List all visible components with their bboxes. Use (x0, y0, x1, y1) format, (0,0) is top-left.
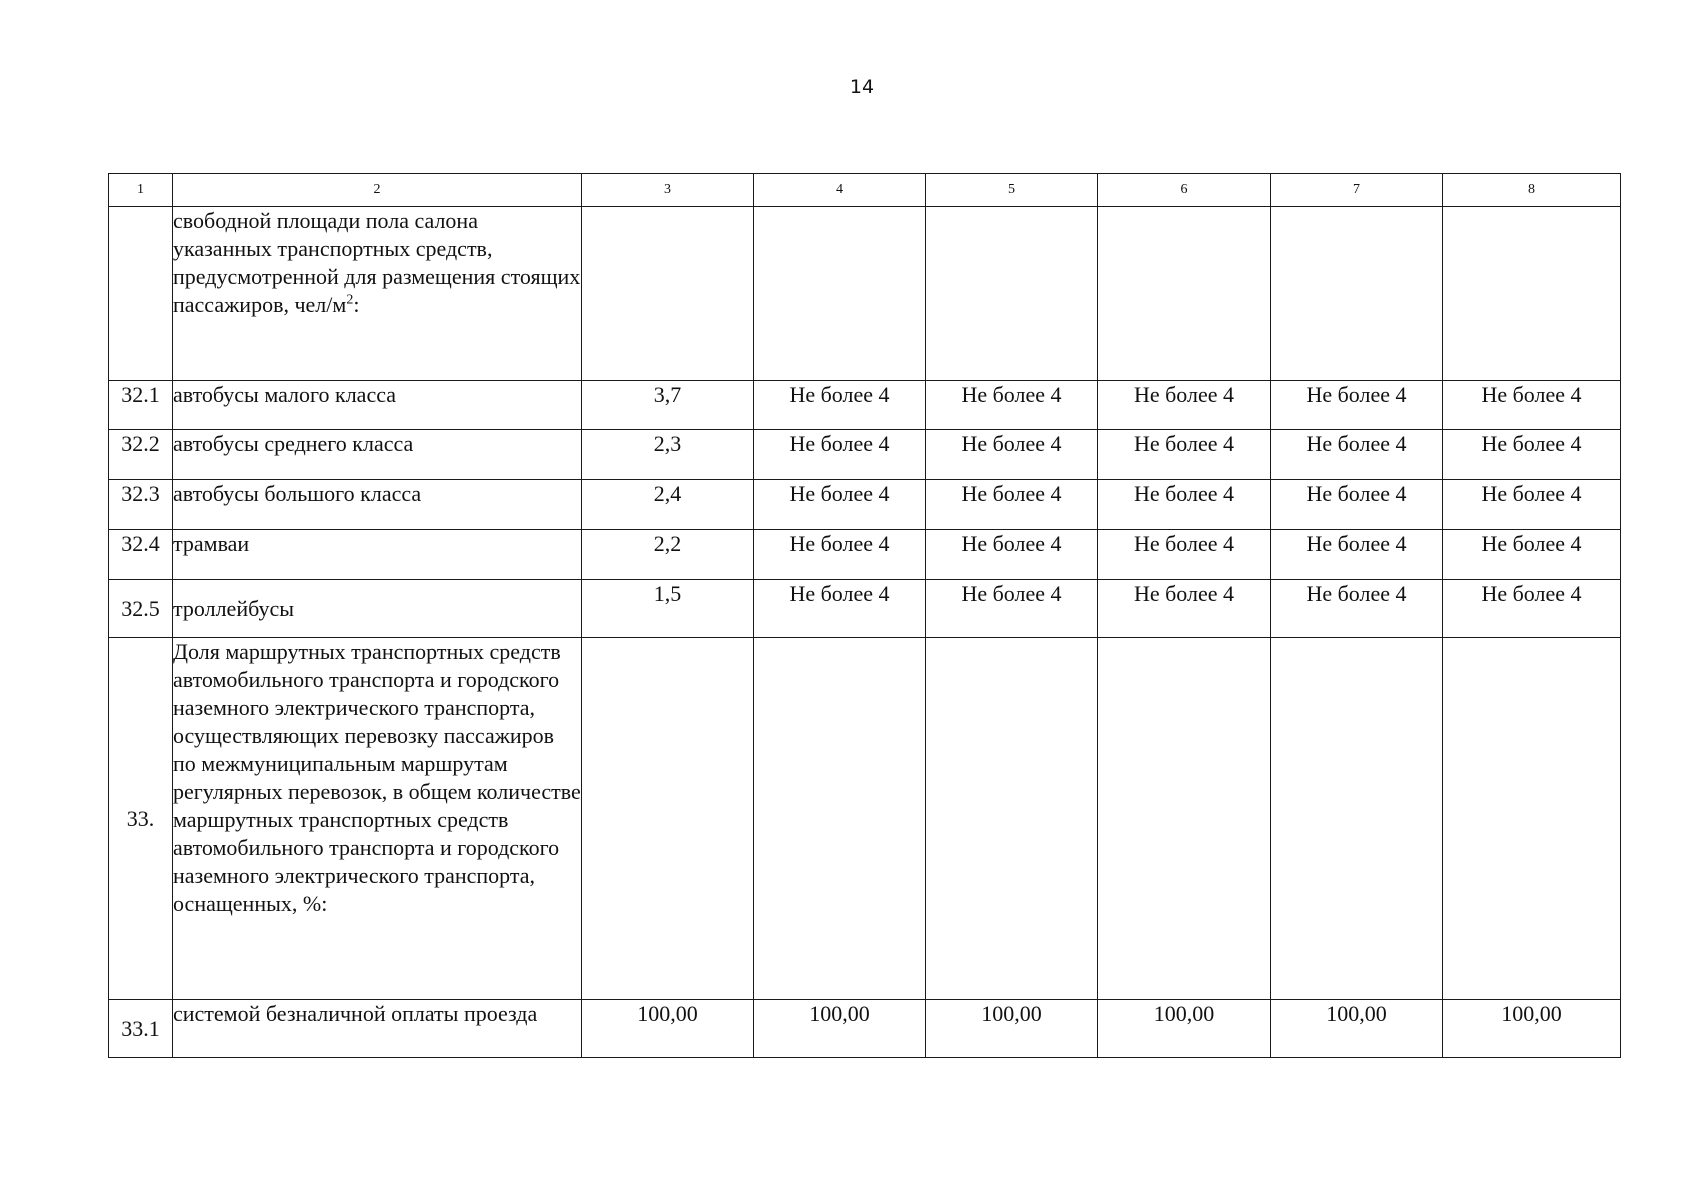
value-cell: 100,00 (1098, 1000, 1271, 1058)
value-cell (754, 638, 926, 1000)
row-description (173, 207, 582, 381)
row-label: автобусы среднего класса (173, 430, 582, 480)
value-cell: Не более 4 (1271, 381, 1443, 430)
value-cell: Не более 4 (754, 480, 926, 530)
value-cell (582, 207, 754, 381)
value-cell: Не более 4 (1098, 480, 1271, 530)
column-number: 1 (109, 174, 173, 207)
column-number: 3 (582, 174, 754, 207)
column-number: 5 (926, 174, 1098, 207)
value-cell: Не более 4 (1271, 430, 1443, 480)
table-row (109, 638, 1621, 1000)
value-cell: Не более 4 (926, 381, 1098, 430)
row-number-cell (109, 207, 173, 381)
table-row (109, 381, 1621, 430)
row-number: 32.1 (109, 381, 173, 430)
value-cell: Не более 4 (1098, 381, 1271, 430)
value-cell: Не более 4 (1443, 430, 1621, 480)
row-label: системой безналичной оплаты проезда (173, 1000, 582, 1058)
value-cell: 2,4 (582, 480, 754, 530)
value-cell: Не более 4 (754, 430, 926, 480)
value-cell: Не более 4 (1443, 530, 1621, 580)
row-label: автобусы большого класса (173, 480, 582, 530)
value-cell: Не более 4 (1271, 480, 1443, 530)
row-number: 32.2 (109, 430, 173, 480)
row-description: Доля маршрутных транспортных средств автомобильного транспорта и городского наземного электрического транспорта, осуществляющих перевозку пассажиров по межмуниципальным маршрутам регулярных перевозок, в общем количестве маршрутных транспортных средств автомобильного транспорта и городского наземного электрического транспорта, оснащенных, %: (173, 638, 582, 1000)
value-cell: 2,2 (582, 530, 754, 580)
value-cell: 100,00 (1271, 1000, 1443, 1058)
value-cell (1271, 207, 1443, 381)
value-cell (582, 638, 754, 1000)
value-cell (1098, 638, 1271, 1000)
value-cell: Не более 4 (926, 480, 1098, 530)
value-cell: Не более 4 (1098, 580, 1271, 638)
value-cell: Не более 4 (1443, 381, 1621, 430)
value-cell (754, 207, 926, 381)
value-cell: Не более 4 (926, 430, 1098, 480)
column-number-header-row (109, 174, 1621, 207)
description-text: свободной площади пола салона указанных транспортных средств, предусмотренной для размещения стоящих пассажиров, чел/м (173, 208, 581, 317)
table-row (109, 430, 1621, 480)
table-row (109, 1000, 1621, 1058)
page-number: 14 (849, 76, 875, 98)
value-cell: Не более 4 (1098, 430, 1271, 480)
indicators-table (108, 173, 1621, 1058)
row-number: 32.3 (109, 480, 173, 530)
value-cell: Не более 4 (1443, 480, 1621, 530)
row-number: 32.4 (109, 530, 173, 580)
table-row (109, 530, 1621, 580)
value-cell (1271, 638, 1443, 1000)
description-suffix: : (353, 292, 360, 317)
value-cell: 2,3 (582, 430, 754, 480)
value-cell: 1,5 (582, 580, 754, 638)
column-number: 4 (754, 174, 926, 207)
value-cell: Не более 4 (1098, 530, 1271, 580)
value-cell: Не более 4 (926, 530, 1098, 580)
value-cell (926, 207, 1098, 381)
row-label: троллейбусы (173, 580, 582, 638)
value-cell: 100,00 (582, 1000, 754, 1058)
value-cell: 100,00 (754, 1000, 926, 1058)
row-number: 33. (109, 638, 173, 1000)
column-number: 2 (173, 174, 582, 207)
table-row (109, 480, 1621, 530)
value-cell: 3,7 (582, 381, 754, 430)
superscript: 2 (346, 292, 354, 308)
column-number: 6 (1098, 174, 1271, 207)
value-cell (926, 638, 1098, 1000)
value-cell: Не более 4 (1271, 580, 1443, 638)
column-number: 7 (1271, 174, 1443, 207)
value-cell: Не более 4 (1271, 530, 1443, 580)
value-cell: Не более 4 (754, 530, 926, 580)
value-cell: 100,00 (926, 1000, 1098, 1058)
value-cell (1443, 207, 1621, 381)
table-row (109, 580, 1621, 638)
value-cell: Не более 4 (1443, 580, 1621, 638)
table-row (109, 207, 1621, 381)
row-label: трамваи (173, 530, 582, 580)
value-cell (1443, 638, 1621, 1000)
value-cell (1098, 207, 1271, 381)
value-cell: Не более 4 (926, 580, 1098, 638)
value-cell: Не более 4 (754, 381, 926, 430)
row-number: 32.5 (109, 580, 173, 638)
column-number: 8 (1443, 174, 1621, 207)
value-cell: Не более 4 (754, 580, 926, 638)
row-number: 33.1 (109, 1000, 173, 1058)
value-cell: 100,00 (1443, 1000, 1621, 1058)
row-label: автобусы малого класса (173, 381, 582, 430)
